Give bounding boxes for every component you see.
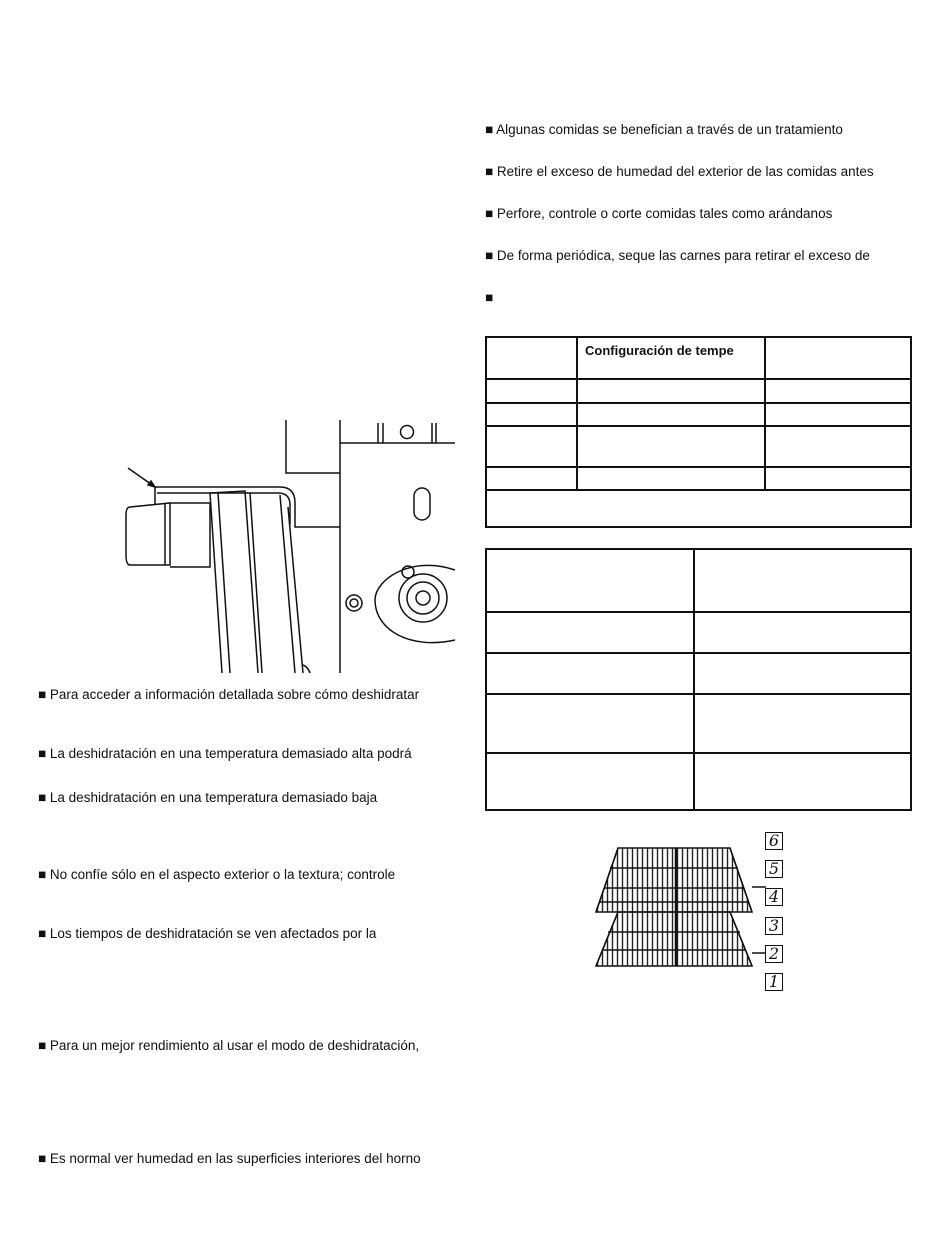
right-bullet-3: ■ Perfore, controle o corte comidas tales como arándanos — [485, 206, 833, 221]
right-bullet-5: ■ — [485, 290, 494, 305]
left-bullet-4: ■ No confíe sólo en el aspecto exterior o la textura; controle — [38, 867, 396, 882]
left-bullet-6: ■ Para un mejor rendimiento al usar el modo de deshidratación, — [38, 1038, 420, 1053]
left-bullet-1: ■ Para acceder a información detallada sobre cómo deshidratar — [38, 687, 420, 702]
temperature-table — [485, 336, 912, 528]
rack-position-6: 6 — [765, 832, 783, 850]
right-bullet-4: ■ De forma periódica, seque las carnes para retirar el exceso de — [485, 248, 870, 263]
rack-position-3: 3 — [765, 917, 783, 935]
rack-position-5: 5 — [765, 860, 783, 878]
left-bullet-7: ■ Es normal ver humedad en las superficies interiores del horno — [38, 1151, 421, 1166]
right-bullet-1: ■ Algunas comidas se benefician a través de un tratamiento — [485, 122, 843, 137]
left-bullet-5: ■ Los tiempos de deshidratación se ven afectados por la — [38, 926, 377, 941]
oven-door-illustration — [110, 415, 455, 675]
left-bullet-3: ■ La deshidratación en una temperatura demasiado baja — [38, 790, 378, 805]
left-bullet-2: ■ La deshidratación en una temperatura demasiado alta podrá — [38, 746, 412, 761]
second-table — [485, 548, 912, 811]
rack-position-4: 4 — [765, 888, 783, 906]
rack-position-1: 1 — [765, 973, 783, 991]
oven-racks-illustration — [590, 840, 760, 975]
temperature-table-header: Configuración de tempe — [585, 343, 734, 358]
rack-position-2: 2 — [765, 945, 783, 963]
right-bullet-2: ■ Retire el exceso de humedad del exterior de las comidas antes — [485, 164, 874, 179]
